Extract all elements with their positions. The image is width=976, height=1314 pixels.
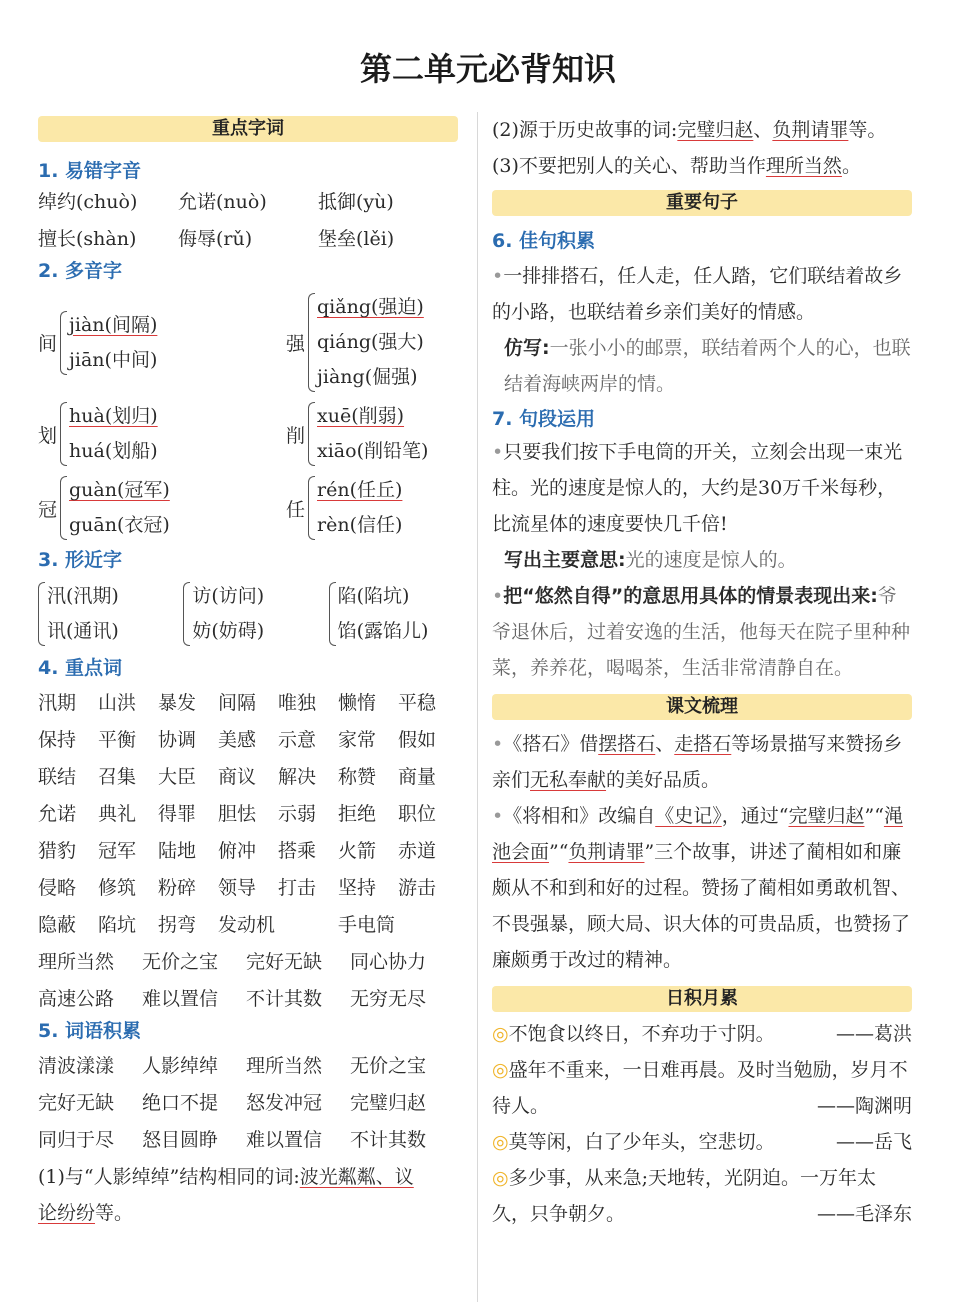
key-word: 冠军 [98, 840, 137, 862]
pronunciation-row [38, 184, 458, 221]
key-word: 拒绝 [338, 803, 377, 825]
key-word: 火箭 [338, 840, 377, 862]
key-word: 手电筒 [338, 914, 396, 936]
vocab-word: 怒目圆睁 [142, 1129, 219, 1151]
column-divider [477, 112, 478, 1302]
vocab-word: 完璧归赵 [350, 1092, 427, 1114]
quote-3: ◎莫等闲，白了少年头，空悲切。 ——岳飞 [492, 1131, 912, 1153]
key-word: 猎豹 [38, 840, 77, 862]
circle-marker-icon: ◎ [492, 1059, 509, 1081]
quote-1: ◎不饱食以终日，不弃功于寸阴。 ——葛洪 [492, 1023, 912, 1045]
polyphone-reading: huá(划船) [69, 440, 158, 462]
key-word: 完好无缺 [246, 951, 323, 973]
brace-icon [38, 582, 45, 646]
vocab-row [38, 1048, 458, 1085]
section-heading: 5. 词语积累 [38, 1020, 142, 1042]
circle-marker-icon: ◎ [492, 1131, 509, 1153]
key-word: 大臣 [158, 766, 197, 788]
polyphone-reading: qiǎng(强迫) [317, 296, 424, 318]
vocab-word: 人影绰绰 [142, 1055, 219, 1077]
similar-char: 讯(通讯) [47, 620, 119, 642]
polyphone-reading: jiān(中间) [69, 348, 158, 371]
key-word: 汛期 [38, 692, 77, 714]
key-word: 得罪 [158, 803, 197, 825]
key-word-row [38, 870, 458, 907]
key-word: 打击 [278, 877, 317, 899]
bullet-dot: • [492, 733, 504, 755]
vocab-word: 难以置信 [246, 1129, 323, 1151]
similar-items [338, 579, 429, 649]
key-word: 商量 [398, 766, 437, 788]
polyphone-char: 任 [286, 498, 306, 521]
similar-char: 访(访问) [192, 585, 265, 607]
note-3: (3)不要把别人的关心、帮助当作理所当然。 [492, 155, 861, 177]
key-word: 隐蔽 [38, 914, 77, 936]
sentence-paragraph: •一排排搭石，任人走，任人踏，它们联结着故乡的小路，也联结着乡亲们美好的情感。 [492, 265, 903, 323]
bullet-dot: • [492, 441, 504, 463]
similar-group [329, 579, 458, 649]
key-word-row [38, 685, 458, 722]
vocab-word: 怒发冲冠 [246, 1092, 323, 1114]
polyphone-reading: jiàng(倔强) [317, 366, 418, 388]
polyphone-items [317, 399, 428, 469]
similar-group [38, 579, 183, 649]
polyphone-reading: guān(衣冠) [69, 514, 170, 536]
key-word: 职位 [398, 803, 437, 825]
polyphone-char: 间 [38, 333, 58, 355]
pronunciation-item: 擅长(shàn) [38, 228, 137, 250]
polyphone-items [317, 473, 402, 543]
right-column [492, 112, 912, 1232]
vocab-word: 无价之宝 [350, 1055, 427, 1077]
key-word-row [38, 759, 458, 796]
circle-marker-icon: ◎ [492, 1167, 509, 1189]
key-word: 假如 [398, 729, 437, 751]
brace-icon [308, 293, 315, 392]
key-word: 不计其数 [246, 988, 323, 1010]
key-word-row [38, 722, 458, 759]
note-2: (2)源于历史故事的词:完璧归赵、负荆请罪等。 [492, 119, 887, 141]
pronunciation-item: 抵御(yù) [318, 191, 394, 213]
polyphone-group [38, 473, 286, 543]
similar-items [47, 579, 119, 649]
imitation-paragraph: 仿写:一张小小的邮票，联结着两个人的心，也联结着海峡两岸的情。 [504, 337, 911, 395]
key-word: 粉碎 [158, 877, 197, 899]
vocab-row [38, 1122, 458, 1159]
polyphone-group [286, 290, 456, 395]
polyphone-items [69, 473, 170, 543]
similar-items [192, 579, 264, 649]
polyphone-group [286, 399, 456, 469]
polyphone-reading: xiāo(削铅笔) [317, 440, 429, 462]
key-word: 暴发 [158, 692, 197, 714]
key-word: 允诺 [38, 803, 77, 825]
polyphone-reading: rén(任丘) [317, 479, 403, 501]
banner-key-sentences: 重要句子 [492, 190, 912, 216]
key-word-row [38, 907, 458, 944]
pronunciation-item: 允诺(nuò) [178, 191, 267, 213]
polyphone-char: 削 [286, 424, 306, 447]
key-word: 无穷无尽 [350, 988, 427, 1010]
key-word: 修筑 [98, 877, 137, 899]
left-column [38, 116, 458, 1231]
key-word-table [38, 685, 458, 1018]
polyphone-reading: huà(划归) [69, 405, 158, 427]
polyphone-row [38, 473, 458, 543]
polyphone-reading: jiàn(间隔) [69, 313, 158, 336]
key-word: 懒惰 [338, 692, 377, 714]
review-jiangxianghe: •《将相和》改编自《史记》，通过“完璧归赵”“渑池会面”“负荆请罪”三个故事，讲述了蔺相如和廉颇从不和到和好的过程。赞扬了蔺相如勇敢机智、不畏强暴，顾大局、识大体的可贵品质，也赞扬了廉颇勇于改过的精神。 [492, 805, 911, 971]
brace-icon [329, 582, 336, 646]
key-word: 坚持 [338, 877, 377, 899]
key-word: 侵略 [38, 877, 77, 899]
polyphone-reading: qiáng(强大) [317, 331, 424, 353]
key-word: 难以置信 [142, 988, 219, 1010]
key-word: 召集 [98, 766, 137, 788]
key-word: 同心协力 [350, 951, 427, 973]
key-word: 胆怯 [218, 803, 257, 825]
key-word: 平衡 [98, 729, 137, 751]
key-word: 解决 [278, 766, 317, 788]
key-word: 赤道 [398, 840, 437, 862]
page-title: 第二单元必背知识 [359, 50, 616, 88]
key-word: 典礼 [98, 803, 137, 825]
section-heading: 6. 佳句积累 [492, 230, 596, 252]
quote-2: ◎盛年不重来，一日难再晨。及时当勉励，岁月不待人。 ——陶渊明 [492, 1059, 912, 1117]
key-word: 协调 [158, 729, 197, 751]
vocab-table [38, 1048, 458, 1159]
polyphone-table [38, 290, 458, 543]
pronunciation-row [38, 221, 458, 258]
similar-group [183, 579, 328, 649]
key-word: 理所当然 [38, 951, 115, 973]
similar-char: 妨(妨碍) [192, 620, 265, 642]
pronunciation-item: 绰约(chuò) [38, 191, 138, 213]
key-word-row [38, 833, 458, 870]
section-heading: 4. 重点词 [38, 657, 123, 679]
polyphone-char: 强 [286, 333, 306, 355]
section-heading: 7. 句段运用 [492, 408, 596, 430]
polyphone-reading: rèn(信任) [317, 514, 403, 536]
key-word: 发动机 [218, 914, 276, 936]
key-word: 称赞 [338, 766, 377, 788]
similar-char: 陷(陷坑) [337, 585, 410, 607]
vocab-word: 完好无缺 [38, 1092, 115, 1114]
polyphone-items [69, 308, 157, 378]
key-word: 美感 [218, 729, 257, 751]
vocab-row [38, 1085, 458, 1122]
polyphone-group [286, 473, 456, 543]
key-word: 拐弯 [158, 914, 197, 936]
polyphone-char: 冠 [38, 498, 58, 521]
brace-icon [60, 311, 67, 375]
polyphone-row [38, 290, 458, 395]
key-word: 陷坑 [98, 914, 137, 936]
section-heading: 3. 形近字 [38, 549, 123, 571]
quote-4: ◎多少事，从来急;天地转，光阴迫。一万年太久，只争朝夕。 ——毛泽东 [492, 1167, 912, 1225]
banner-key-words: 重点字词 [38, 116, 458, 142]
key-word: 俯冲 [218, 840, 257, 862]
polyphone-items [69, 399, 158, 469]
key-word: 商议 [218, 766, 257, 788]
bullet-dot: • [492, 805, 504, 827]
key-word: 联结 [38, 766, 77, 788]
brace-icon [60, 476, 67, 540]
key-word: 示意 [278, 729, 317, 751]
vocab-word: 不计其数 [350, 1129, 427, 1151]
section-heading: 1. 易错字音 [38, 160, 142, 182]
key-word-row [38, 796, 458, 833]
similar-char: 馅(露馅儿) [337, 620, 429, 642]
key-word: 家常 [338, 729, 377, 751]
pronunciation-item: 侮辱(rǔ) [178, 228, 253, 250]
key-word: 无价之宝 [142, 951, 219, 973]
key-word-row [38, 944, 458, 981]
key-word: 陆地 [158, 840, 197, 862]
key-word: 山洪 [98, 692, 137, 714]
key-word: 保持 [38, 729, 77, 751]
polyphone-row [38, 399, 458, 469]
key-word: 平稳 [398, 692, 437, 714]
brace-icon [308, 402, 315, 466]
polyphone-char: 划 [38, 424, 58, 447]
note-1: (1)与“人影绰绰”结构相同的词:波光粼粼、议 论纷纷等。 [38, 1166, 414, 1224]
main-idea: 写出主要意思:光的速度是惊人的。 [504, 549, 797, 571]
vocab-word: 清波漾漾 [38, 1055, 115, 1077]
polyphone-items [317, 290, 424, 395]
brace-icon [308, 476, 315, 540]
polyphone-reading: guàn(冠军) [69, 479, 170, 501]
key-word-row [38, 981, 458, 1018]
key-word: 游击 [398, 877, 437, 899]
paragraph-usage: •只要我们按下手电筒的开关，立刻会出现一束光柱。光的速度是惊人的，大约是30万千米每秒，比流星体的速度要快几千倍! [492, 441, 903, 535]
key-word: 示弱 [278, 803, 317, 825]
similar-char: 汛(汛期) [47, 585, 119, 607]
brace-icon [183, 582, 190, 646]
scene-paragraph: •把“悠然自得”的意思用具体的情景表现出来:爷爷退休后，过着安逸的生活，他每天在院子里种种菜，养养花，喝喝茶，生活非常清静自在。 [492, 585, 911, 679]
polyphone-group [38, 290, 286, 395]
pronunciation-table [38, 184, 458, 258]
vocab-word: 同归于尽 [38, 1129, 115, 1151]
similar-char-table [38, 579, 458, 649]
key-word: 唯独 [278, 692, 317, 714]
pronunciation-item: 堡垒(lěi) [318, 228, 395, 250]
key-word: 领导 [218, 877, 257, 899]
bullet-dot: • [492, 265, 504, 287]
vocab-word: 理所当然 [246, 1055, 323, 1077]
polyphone-group [38, 399, 286, 469]
section-heading: 2. 多音字 [38, 260, 123, 282]
brace-icon [60, 402, 67, 466]
circle-marker-icon: ◎ [492, 1023, 509, 1045]
banner-daily-accumulation: 日积月累 [492, 986, 912, 1012]
review-dashi: •《搭石》借摆搭石、走搭石等场景描写来赞扬乡亲们无私奉献的美好品质。 [492, 733, 903, 791]
banner-text-review: 课文梳理 [492, 694, 912, 720]
polyphone-reading: xuē(削弱) [317, 405, 405, 427]
key-word: 间隔 [218, 692, 257, 714]
vocab-word: 绝口不提 [142, 1092, 219, 1114]
key-word: 搭乘 [278, 840, 317, 862]
key-word: 高速公路 [38, 988, 115, 1010]
bullet-dot: • [492, 585, 504, 607]
